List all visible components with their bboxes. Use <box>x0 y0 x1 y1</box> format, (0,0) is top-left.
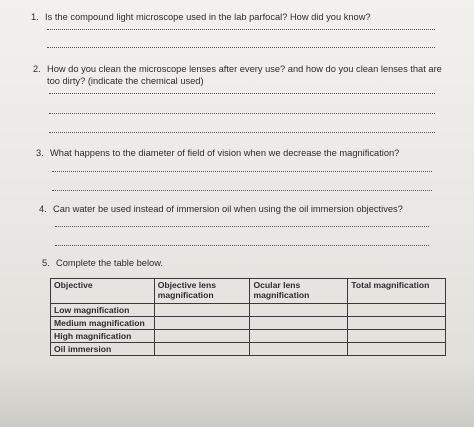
answer-line <box>49 132 435 133</box>
header-objective: Objective <box>51 279 155 304</box>
question-text: Complete the table below. <box>56 258 163 268</box>
row-label-high: High magnification <box>51 330 155 343</box>
answer-line <box>47 47 435 48</box>
answer-line <box>49 93 435 94</box>
table-cell[interactable] <box>348 343 446 356</box>
row-label-low: Low magnification <box>51 304 155 317</box>
table-cell[interactable] <box>154 343 250 356</box>
answer-line <box>47 29 435 30</box>
row-label-oil-immersion: Oil immersion <box>51 343 155 356</box>
question-text: Is the compound light microscope used in the lab parfocal? How did you know? <box>45 12 371 22</box>
table-cell[interactable] <box>348 330 446 343</box>
question-text: What happens to the diameter of field of vision when we decrease the magnification? <box>50 148 400 158</box>
header-total-magnification: Total magnification <box>348 279 446 304</box>
question-number: 2. <box>33 64 41 74</box>
header-ocular-lens-magnification: Ocular lens magnification <box>250 279 348 304</box>
question-4 <box>39 203 403 215</box>
question-text: too dirty? (indicate the chemical used) <box>47 76 204 86</box>
question-2 <box>33 63 442 75</box>
answer-line <box>55 226 429 227</box>
question-number: 1. <box>31 12 39 22</box>
table-cell[interactable] <box>154 330 250 343</box>
answer-line <box>52 171 432 172</box>
question-number: 3. <box>36 148 44 158</box>
answer-line <box>55 245 429 246</box>
question-1 <box>31 11 371 23</box>
table-cell[interactable] <box>250 304 348 317</box>
page-shadow <box>0 360 474 427</box>
table-cell[interactable] <box>250 317 348 330</box>
header-objective-lens-magnification: Objective lens magnification <box>154 279 250 304</box>
row-label-medium: Medium magnification <box>51 317 155 330</box>
table-row <box>51 330 446 343</box>
table-header-row <box>51 279 446 304</box>
answer-line <box>49 113 435 114</box>
answer-line <box>52 190 432 191</box>
table-cell[interactable] <box>250 330 348 343</box>
table-cell[interactable] <box>154 304 250 317</box>
question-number: 5. <box>42 258 50 268</box>
table-row <box>51 304 446 317</box>
question-text: Can water be used instead of immersion oil when using the oil immersion objectives? <box>53 204 403 214</box>
question-number: 4. <box>39 204 47 214</box>
table-row <box>51 317 446 330</box>
magnification-table <box>50 278 446 356</box>
table-cell[interactable] <box>250 343 348 356</box>
table-cell[interactable] <box>348 304 446 317</box>
question-text: How do you clean the microscope lenses after every use? and how do you clean lenses that are <box>47 64 442 74</box>
question-2-continued <box>47 75 204 87</box>
question-3 <box>36 147 399 159</box>
table-row <box>51 343 446 356</box>
table-cell[interactable] <box>154 317 250 330</box>
table-cell[interactable] <box>348 317 446 330</box>
question-5 <box>42 257 163 269</box>
